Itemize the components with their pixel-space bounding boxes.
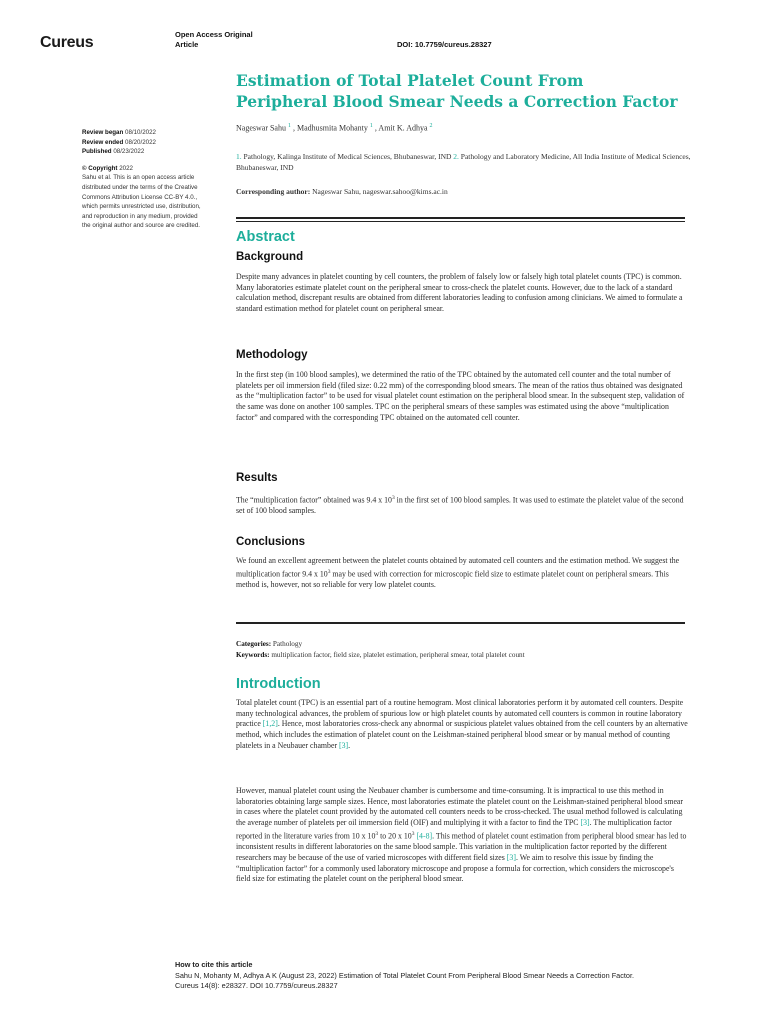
divider (236, 221, 685, 222)
categories-line: Categories: Pathology (236, 640, 303, 648)
author-name: , Madhusmita Mohanty (292, 123, 368, 133)
introduction-paragraph-2: However, manual platelet count using the Neubauer chamber is cumbersome and time-consuming. It is impractical to use this method in laboratories obtaining large sample sizes. Hence, most laboratories estimate the platelet count on the Leishman-stained peripheral blood smear in cases where the platelet count provided by the automated cell counters needs to be cross-checked. The usual method followed is calculating the average number of platelets per oil immersion field (OIF) and multiplying it with a factor to find the TPC [3]. The multiplication factor reported in the literature varies from 10 x $10^3$ to 20 x $10^3$ [4-8]. This method of platelet count estimation from peripheral blood smear has led to inconsistent results in different laboratories on the same blood sample. This variation in the multiplication factor reported by the different researchers may be because of the use of varied microscopes with different field sizes [3]. We aim to resolve this issue by finding the “multiplication factor” for a commonly used laboratory microscope and propose a formula for correction, which considers the microscope's field size for estimating the platelet count on the peripheral blood smear. (236, 786, 687, 884)
methodology-heading: Methodology (236, 349, 308, 361)
affiliation-marker[interactable]: 2 (429, 123, 433, 129)
background-heading: Background (236, 251, 304, 263)
introduction-heading: Introduction (236, 676, 321, 692)
affiliation-1: Pathology, Kalinga Institute of Medical Sciences, Bhubaneswar, IND (243, 152, 452, 161)
article-title: Estimation of Total Platelet Count From Peripheral Blood Smear Needs a Correction Factor (236, 71, 678, 111)
citation-link[interactable]: [3] (580, 818, 590, 828)
citation-link[interactable]: [3] (339, 740, 349, 750)
corresponding-email[interactable]: Nageswar Sahu, nageswar.sahoo@kims.ac.in (312, 187, 448, 196)
divider (236, 217, 685, 219)
affiliation-marker[interactable]: 1 (369, 123, 373, 129)
keywords-list: multiplication factor, field size, platelet estimation, peripheral smear, total platelet count (271, 651, 525, 659)
article-history-sidebar: Review began 08/10/2022 Review ended 08/20/2022 Published 08/23/2022 © Copyright 2022 Sahu et al. This is an open access article distributed under the terms of the Creative Commons Attribution License CC-BY 4.0., which permits unrestricted use, distribution, and reproduction in any medium, provided the original author and source are credited. (82, 128, 222, 231)
conclusions-text: We found an excellent agreement between the platelet counts obtained by automated cell counters and the estimation method. We suggest the multiplication factor 9.4 x $10^3$ may be used with correction for microscopic field size to estimate platelet count on peripheral smears. This method is, however, not so reliable for very low platelet counts. (236, 556, 680, 590)
author-list (236, 123, 433, 133)
citation-link[interactable]: [4-8] (416, 831, 433, 841)
conclusions-heading: Conclusions (236, 536, 306, 548)
introduction-paragraph-1: Total platelet count (TPC) is an essential part of a routine hemogram. Most clinical laboratories perform it by automated cell counters. Despite many technological advances, the problem of spurious low or high platelet counts by automated cell counters is common in routine laboratory practice [1,2]. Hence, most laboratories cross-check any abnormal or suspicious platelet values obtained from the cell counters by an alternative method, which includes the estimation of platelet count on the Leishman-stained peripheral blood smear or by manual method of counting platelets in a Neubauer chamber [3]. (236, 698, 688, 750)
citation-link[interactable]: [3] (506, 852, 516, 862)
results-heading: Results (236, 472, 278, 484)
license-line: distributed under the terms of the Creative (82, 183, 198, 191)
background-text: Despite many advances in platelet counting by cell counters, the problem of falsely low or falsely high total platelet counts (TPC) is common. Many laboratories estimate platelet count on the peripheral smear to cross-check the platelet counts. However, due to the lack of a standard calculation method, discrepant results are obtained from different laboratories leading to confusion among clinicians. We aimed to formulate a standard estimation method for platelet count on peripheral smear. (236, 272, 683, 314)
copyright-year: 2022 (119, 164, 133, 172)
cite-heading: How to cite this article (175, 960, 253, 969)
keywords-line: Keywords: multiplication factor, field size, platelet estimation, peripheral smear, total platelet count (236, 651, 525, 659)
license-line: Sahu et al. This is an open access article (82, 174, 195, 182)
article-type: Open Access Original Article (175, 30, 253, 49)
corresponding-author: Corresponding author: Nageswar Sahu, nageswar.sahoo@kims.ac.in (236, 187, 448, 196)
divider (236, 622, 685, 624)
license-line: and reproduction in any medium, provided (82, 212, 198, 220)
license-line: which permits unrestricted use, distribution, (82, 203, 201, 211)
affiliation-2: Pathology and Laboratory Medicine, All India Institute of Medical Sciences, Bhubaneswar, IND (236, 152, 691, 172)
cite-line: Cureus 14(8): e28327. DOI 10.7759/cureus.28327 (175, 981, 338, 990)
author-name: , Amit K. Adhya (374, 123, 428, 133)
author-name: Nageswar Sahu (236, 123, 286, 133)
affiliation-marker[interactable]: 1 (287, 123, 291, 129)
review-began-date: 08/10/2022 (125, 129, 156, 136)
abstract-heading: Abstract (236, 229, 295, 245)
license-line: the original author and source are credited. (82, 222, 200, 230)
cite-line: Sahu N, Mohanty M, Adhya A K (August 23, 2022) Estimation of Total Platelet Count From Peripheral Blood Smear Needs a Correction Factor. (175, 970, 634, 980)
category-link[interactable]: Pathology (272, 640, 303, 648)
journal-logo: Cureus (40, 34, 94, 51)
results-text: The “multiplication factor” obtained was 9.4 x $10^3$ in the first set of 100 blood samples. It was used to estimate the platelet value of the second set of 100 blood samples. (236, 495, 684, 516)
affiliations: 1. Pathology, Kalinga Institute of Medical Sciences, Bhubaneswar, IND 2. Pathology and Laboratory Medicine, All India Institute of Medical Sciences, Bhubaneswar, IND (236, 152, 691, 172)
citation-link[interactable]: [1,2] (262, 719, 278, 729)
license-line: Commons Attribution License CC-BY 4.0., (82, 193, 198, 201)
methodology-text: In the first step (in 100 blood samples), we determined the ratio of the TPC obtained by the automated cell counter and the total number of platelets per oil immersion field (filed size: 0.22 mm) of the corresponding blood smears. The mean of the ratios thus obtained was designated as the “multiplication factor” to be used for visual platelet count estimation on the peripheral blood smear. In the subsequent step, validation of the same was done on another 100 samples. TPC on the peripheral smears of these samples was estimated using the above “multiplication factor” and compared with the corresponding TPC obtained on the automated cell counter. (236, 370, 685, 422)
review-ended-date: 08/20/2022 (125, 138, 156, 146)
header-doi: DOI: 10.7759/cureus.28327 (397, 40, 492, 49)
how-to-cite (175, 960, 735, 992)
published-date: 08/23/2022 (113, 148, 145, 156)
